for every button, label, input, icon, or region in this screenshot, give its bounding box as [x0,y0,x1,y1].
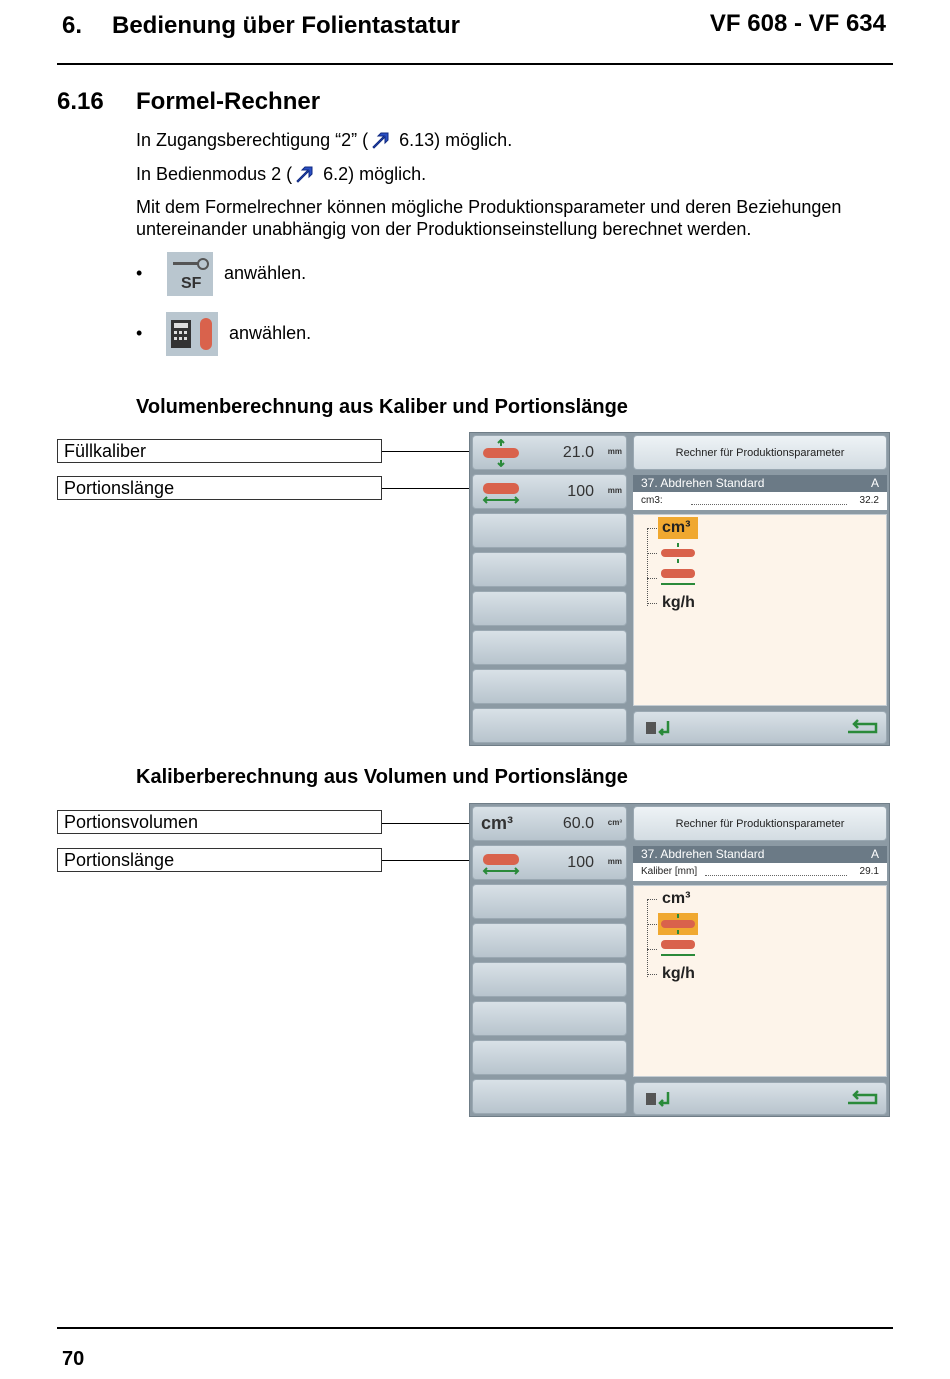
back-icon[interactable] [844,718,880,738]
empty-softkey[interactable] [472,962,627,997]
portion-length-button[interactable] [472,845,627,880]
button-value: 21.0 [562,444,594,461]
sf-settings-icon[interactable] [167,252,213,296]
result-value: 29.1 [859,866,879,877]
empty-softkey[interactable] [472,513,627,548]
tree-branch [647,528,657,529]
caliber-icon [658,913,698,935]
tree-branch [647,578,657,579]
button-value: 100 [567,854,594,871]
result-label: cm3: [641,495,663,506]
calculator-sausage-icon[interactable] [166,312,218,356]
callout-leader [382,488,470,489]
tree-node-volume[interactable]: cm³ [662,890,691,907]
portion-length-icon [658,567,698,589]
mode-text-a: In Bedienmodus 2 ( [136,164,293,184]
program-flag: A [870,476,879,490]
model-name: VF 608 - VF 634 [709,10,886,37]
empty-softkey[interactable] [472,1040,627,1075]
tree-node-portion-length[interactable] [658,567,698,589]
callout-label: Portionslänge [57,476,382,500]
mode-text-b: 6.2) möglich. [318,164,427,184]
tree-line [647,899,648,977]
result-line [633,863,887,881]
formula-tree [633,514,887,706]
bottom-bar [633,711,887,744]
button-unit: mm [607,857,622,866]
tree-node-caliber[interactable] [658,542,698,564]
chapter-heading [62,12,460,40]
dotted-leader [691,504,847,505]
empty-softkey[interactable] [472,1001,627,1036]
caliber-icon [481,439,521,467]
bullet-dot: • [136,322,143,343]
portion-length-button[interactable] [472,474,627,509]
figure-heading: Kaliberberechnung aus Volumen und Portionslänge [136,766,628,788]
program-name: 37. Abdrehen Standard [641,847,765,861]
tree-branch [647,924,657,925]
header-rule [57,63,893,65]
tree-node-throughput[interactable]: kg/h [662,594,695,611]
bullet-dot: • [136,262,143,283]
panel-title: Rechner für Produktionsparameter [633,806,887,841]
section-title: Formel-Rechner [136,88,321,115]
button-value: 60.0 [562,815,594,832]
program-name: 37. Abdrehen Standard [641,476,765,490]
button-unit: mm [607,486,622,495]
program-flag: A [870,847,879,861]
footer-rule [57,1327,893,1329]
bullet-text: anwählen. [229,322,312,343]
empty-softkey[interactable] [472,923,627,958]
figure-heading: Volumenberechnung aus Kaliber und Portionslänge [136,396,628,418]
button-value: 100 [567,483,594,500]
empty-softkey[interactable] [472,591,627,626]
callout-label: Portionslänge [57,848,382,872]
mode-line [136,163,426,185]
section-number: 6.16 [57,88,104,115]
empty-softkey[interactable] [472,1079,627,1114]
calculator-screen [469,432,890,746]
cross-reference-arrow-icon[interactable] [294,163,316,185]
volume-icon: cm³ [481,813,514,833]
bullet-item-sf [136,252,306,296]
bottom-bar [633,1082,887,1115]
bullet-item-calculator [136,312,311,356]
empty-softkey[interactable] [472,630,627,665]
intro-paragraph: Mit dem Formelrechner können mögliche Produktionsparameter und deren Beziehungen untereinander unabhängig von der Produktionseinstellung berechnet werden. [136,197,842,239]
callout-leader [382,823,470,824]
portion-length-icon [658,938,698,960]
tree-node-throughput[interactable]: kg/h [662,965,695,982]
access-line [136,129,512,151]
section-heading [57,88,320,116]
back-icon[interactable] [844,1089,880,1109]
tree-node-portion-length[interactable] [658,938,698,960]
chapter-title: Bedienung über Folientastatur [112,12,461,39]
volume-button[interactable] [472,806,627,841]
tree-branch [647,553,657,554]
tree-branch [647,899,657,900]
page-number: 70 [62,1348,85,1370]
tree-node-caliber[interactable] [658,913,698,935]
button-unit: cm³ [607,818,622,827]
callout-leader [382,860,470,861]
tree-branch [647,974,657,975]
panel-title: Rechner für Produktionsparameter [633,435,887,470]
program-bar [633,846,887,863]
program-bar [633,475,887,492]
apply-settings-icon[interactable] [644,718,674,738]
bullet-text: anwählen. [224,262,307,283]
tree-branch [647,603,657,604]
empty-softkey[interactable] [472,552,627,587]
empty-softkey[interactable] [472,669,627,704]
callout-leader [382,451,470,452]
callout-label: Füllkaliber [57,439,382,463]
button-unit: mm [607,447,622,456]
calculator-screen [469,803,890,1117]
svg-text:SF: SF [181,275,202,292]
chapter-number: 6. [62,12,83,39]
access-text-b: 6.13) möglich. [394,130,513,150]
tree-line [647,528,648,606]
result-label: Kaliber [mm] [641,866,698,877]
access-text-a: In Zugangsberechtigung “2” ( [136,130,369,150]
result-value: 32.2 [859,495,879,506]
cross-reference-arrow-icon[interactable] [370,129,392,151]
tree-branch [647,949,657,950]
portion-length-icon [481,478,521,506]
caliber-button[interactable] [472,435,627,470]
tree-node-volume[interactable]: cm³ [658,517,698,539]
dotted-leader [705,875,847,876]
empty-softkey[interactable] [472,884,627,919]
portion-length-icon [481,849,521,877]
apply-settings-icon[interactable] [644,1089,674,1109]
caliber-icon [658,542,698,564]
callout-label: Portionsvolumen [57,810,382,834]
empty-softkey[interactable] [472,708,627,743]
result-line [633,492,887,510]
formula-tree [633,885,887,1077]
